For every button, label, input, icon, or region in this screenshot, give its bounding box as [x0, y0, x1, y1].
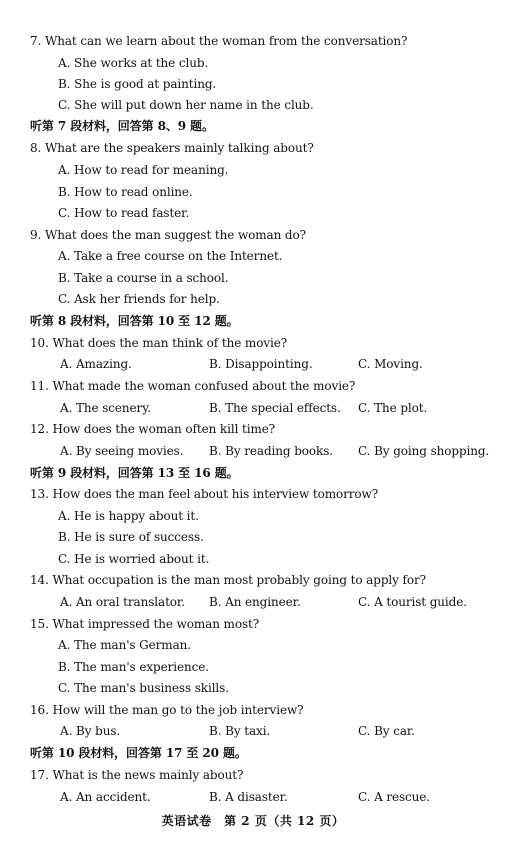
question-10-options — [0, 356, 506, 372]
question-12-option-a: A. By seeing movies. — [60, 444, 184, 458]
question-15-stem: 15. What impressed the woman most? — [30, 617, 260, 631]
question-8-option-c: C. How to read faster. — [58, 206, 190, 220]
question-12-stem: 12. How does the woman often kill time? — [30, 422, 276, 436]
question-17-option-b: B. A disaster. — [209, 790, 288, 804]
question-17-stem: 17. What is the news mainly about? — [30, 768, 244, 782]
question-17-options — [0, 789, 506, 805]
question-14-stem: 14. What occupation is the man most probably going to apply for? — [30, 573, 426, 587]
question-7-option-c: C. She will put down her name in the club. — [58, 98, 314, 112]
question-16-option-a: A. By bus. — [60, 724, 121, 738]
question-16-options — [0, 723, 506, 739]
question-10-option-b: B. Disappointing. — [209, 357, 313, 371]
question-9-option-b: B. Take a course in a school. — [58, 271, 229, 285]
question-10-option-c: C. Moving. — [358, 357, 423, 371]
question-13-stem: 13. How does the man feel about his interview tomorrow? — [30, 487, 379, 501]
page-footer: 英语试卷 第 2 页（共 12 页） — [161, 814, 345, 828]
question-8-stem: 8. What are the speakers mainly talking about? — [30, 141, 314, 155]
question-14-options — [0, 594, 506, 610]
question-14-option-a: A. An oral translator. — [60, 595, 185, 609]
question-12-option-c: C. By going shopping. — [358, 444, 490, 458]
question-11-option-b: B. The special effects. — [209, 401, 341, 415]
question-10-option-a: A. Amazing. — [60, 357, 132, 371]
section-8-instruction: 听第 8 段材料，回答第 10 至 12 题。 — [30, 314, 239, 328]
question-8-option-a: A. How to read for meaning. — [58, 163, 229, 177]
question-15-option-b: B. The man's experience. — [58, 660, 209, 674]
question-11-option-c: C. The plot. — [358, 401, 428, 415]
question-9-option-c: C. Ask her friends for help. — [58, 292, 220, 306]
section-9-instruction: 听第 9 段材料，回答第 13 至 16 题。 — [30, 466, 239, 480]
question-14-option-b: B. An engineer. — [209, 595, 301, 609]
question-10-stem: 10. What does the man think of the movie? — [30, 336, 288, 350]
question-7-stem: 7. What can we learn about the woman from the conversation? — [30, 34, 408, 48]
question-11-option-a: A. The scenery. — [60, 401, 151, 415]
question-12-options — [0, 443, 506, 459]
question-9-option-a: A. Take a free course on the Internet. — [58, 249, 283, 263]
question-17-option-c: C. A rescue. — [358, 790, 431, 804]
question-13-option-b: B. He is sure of success. — [58, 530, 204, 544]
question-8-option-b: B. How to read online. — [58, 185, 193, 199]
question-9-stem: 9. What does the man suggest the woman do? — [30, 228, 306, 242]
question-7-option-b: B. She is good at painting. — [58, 77, 217, 91]
question-15-option-c: C. The man's business skills. — [58, 681, 229, 695]
question-11-stem: 11. What made the woman confused about the movie? — [30, 379, 356, 393]
question-15-option-a: A. The man's German. — [58, 638, 191, 652]
question-12-option-b: B. By reading books. — [209, 444, 333, 458]
question-11-options — [0, 400, 506, 416]
question-14-option-c: C. A tourist guide. — [358, 595, 467, 609]
question-13-option-a: A. He is happy about it. — [58, 509, 199, 523]
question-16-stem: 16. How will the man go to the job interview? — [30, 703, 304, 717]
question-16-option-b: B. By taxi. — [209, 724, 271, 738]
section-10-instruction: 听第 10 段材料，回答第 17 至 20 题。 — [30, 746, 247, 760]
section-7-instruction: 听第 7 段材料，回答第 8、9 题。 — [30, 119, 214, 133]
question-13-option-c: C. He is worried about it. — [58, 552, 210, 566]
question-17-option-a: A. An accident. — [60, 790, 151, 804]
question-16-option-c: C. By car. — [358, 724, 415, 738]
question-7-option-a: A. She works at the club. — [58, 56, 209, 70]
